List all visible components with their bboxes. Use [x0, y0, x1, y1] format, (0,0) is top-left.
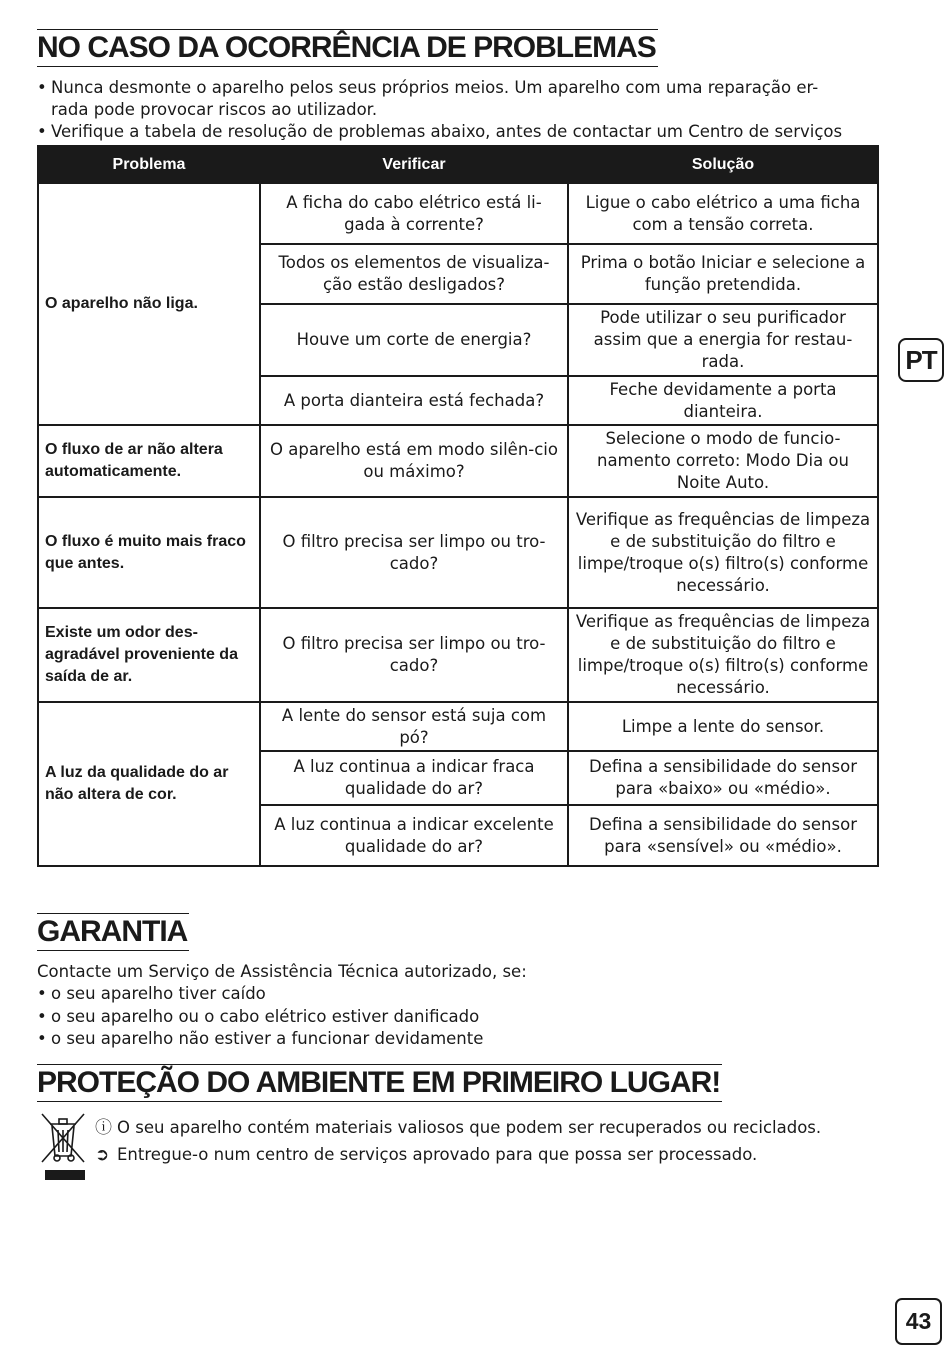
section-title-warranty: GARANTIA: [37, 913, 189, 951]
warranty-bullet: • o seu aparelho tiver caído: [37, 984, 266, 1003]
solution-cell: Limpe a lente do sensor.: [568, 702, 878, 751]
bullet-text: • Nunca desmonte o aparelho pelos seus próprios meios. Um aparelho com uma reparação er-: [37, 78, 819, 97]
warranty-intro: Contacte um Serviço de Assistência Técnica autorizado, se:: [37, 962, 527, 981]
weee-crossed-bin-icon: [38, 1110, 88, 1182]
troubleshooting-table: [37, 145, 879, 867]
check-cell: A luz continua a indicar excelente qualidade do ar?: [260, 805, 568, 866]
section-title-environment: PROTEÇÃO DO AMBIENTE EM PRIMEIRO LUGAR!: [37, 1064, 722, 1102]
info-icon: ⓘ: [95, 1118, 112, 1138]
check-cell: Todos os elementos de visualiza-ção estão desligados?: [260, 244, 568, 304]
solution-cell: Feche devidamente a porta dianteira.: [568, 376, 878, 425]
check-cell: A porta dianteira está fechada?: [260, 376, 568, 425]
solution-cell: Verifique as frequências de limpeza e de substituição do filtro e limpe/troque o(s) filtro(s) conforme necessário.: [568, 497, 878, 608]
problem-cell: O aparelho não liga.: [38, 183, 260, 425]
header-problema: Problema: [38, 146, 260, 183]
warranty-bullet: • o seu aparelho ou o cabo elétrico estiver danificado: [37, 1007, 480, 1026]
environment-line: ➲ Entregue-o num centro de serviços aprovado para que possa ser processado.: [95, 1145, 758, 1165]
bullet-text-continued: rada pode provocar riscos ao utilizador.: [51, 100, 378, 119]
solution-cell: Prima o botão Iniciar e selecione a função pretendida.: [568, 244, 878, 304]
header-solucao: Solução: [568, 146, 878, 183]
solution-cell: Ligue o cabo elétrico a uma ficha com a tensão correta.: [568, 183, 878, 244]
problem-cell: A luz da qualidade do ar não altera de cor.: [38, 702, 260, 866]
solution-cell: Pode utilizar o seu purificador assim que a energia for restau-rada.: [568, 304, 878, 376]
check-cell: O filtro precisa ser limpo ou tro-cado?: [260, 497, 568, 608]
check-cell: O filtro precisa ser limpo ou tro-cado?: [260, 608, 568, 702]
check-cell: A lente do sensor está suja com pó?: [260, 702, 568, 751]
solution-cell: Defina a sensibilidade do sensor para «sensível» ou «médio».: [568, 805, 878, 866]
problem-cell: O fluxo é muito mais fraco que antes.: [38, 497, 260, 608]
warranty-bullet: • o seu aparelho não estiver a funcionar devidamente: [37, 1029, 484, 1048]
language-tab: PT: [898, 338, 944, 382]
problem-cell: O fluxo de ar não altera automaticamente.: [38, 425, 260, 497]
check-cell: A ficha do cabo elétrico está li-gada à corrente?: [260, 183, 568, 244]
header-verificar: Verificar: [260, 146, 568, 183]
solution-cell: Defina a sensibilidade do sensor para «baixo» ou «médio».: [568, 751, 878, 805]
page-number: 43: [895, 1298, 942, 1345]
environment-line: ⓘ O seu aparelho contém materiais valiosos que podem ser recuperados ou reciclados.: [95, 1118, 822, 1138]
check-cell: O aparelho está em modo silên-cio ou máximo?: [260, 425, 568, 497]
arrow-right-icon: ➲: [95, 1145, 110, 1165]
solution-cell: Selecione o modo de funcio-namento correto: Modo Dia ou Noite Auto.: [568, 425, 878, 497]
check-cell: Houve um corte de energia?: [260, 304, 568, 376]
check-cell: A luz continua a indicar fraca qualidade do ar?: [260, 751, 568, 805]
section-title-problems: NO CASO DA OCORRÊNCIA DE PROBLEMAS: [37, 29, 658, 67]
problem-cell: Existe um odor des-agradável proveniente da saída de ar.: [38, 608, 260, 702]
solution-cell: Verifique as frequências de limpeza e de substituição do filtro e limpe/troque o(s) filtro(s) conforme necessário.: [568, 608, 878, 702]
bullet-text: • Verifique a tabela de resolução de problemas abaixo, antes de contactar um Centro de serviços: [37, 122, 843, 141]
